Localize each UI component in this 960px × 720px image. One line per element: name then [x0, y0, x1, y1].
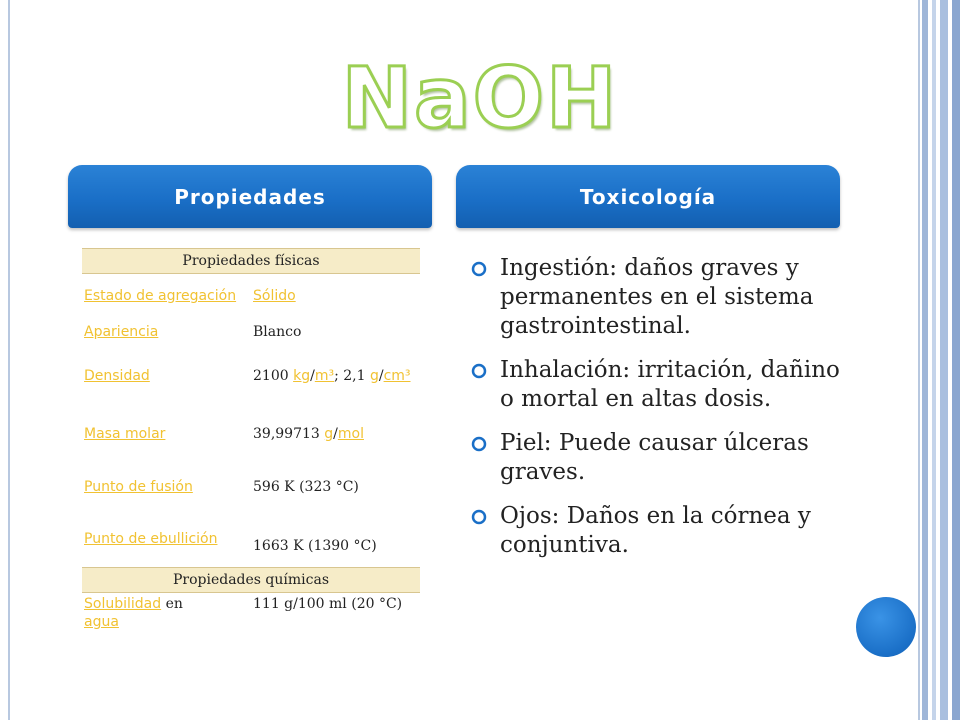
section-quimicas: Propiedades químicas	[82, 568, 420, 593]
densidad-sep2: /	[378, 367, 384, 384]
value-densidad	[251, 346, 420, 406]
value-masa-molar	[251, 406, 420, 462]
link-masa-molar[interactable]: Masa molar	[84, 425, 166, 442]
value-solubilidad: 111 g/100 ml (20 °C)	[253, 596, 403, 612]
bullet-text-ojos: Ojos: Daños en la córnea y conjuntiva.	[500, 503, 811, 558]
value-ebullicion: 1663 K (1390 °C)	[253, 537, 377, 554]
masa-prefix: 39,99713	[253, 425, 325, 442]
link-solubilidad[interactable]: Solubilidad	[84, 596, 162, 612]
solubility-en: en	[161, 596, 183, 612]
value-fusion: 596 K (323 °C)	[253, 478, 359, 495]
bullet-ring-icon	[471, 363, 487, 379]
list-item	[470, 356, 850, 414]
masa-sep: /	[333, 425, 338, 442]
table-row	[82, 406, 420, 462]
bullet-text-inhalacion: Inhalación: irritación, dañino o mortal en altas dosis.	[500, 357, 840, 412]
header-propiedades: Propiedades	[68, 165, 432, 228]
bullet-text-ingestion: Ingestión: daños graves y permanentes en el sistema gastrointestinal.	[500, 255, 814, 339]
toxicology-list	[470, 254, 850, 575]
link-densidad[interactable]: Densidad	[84, 367, 150, 384]
table-row	[82, 346, 420, 406]
decorative-circle	[856, 597, 916, 657]
link-mol[interactable]: mol	[337, 425, 364, 442]
link-fusion[interactable]: Punto de fusión	[84, 478, 193, 495]
properties-table	[82, 248, 420, 641]
densidad-sep1: /	[310, 367, 315, 384]
link-ebullicion[interactable]: Punto de ebullición	[84, 531, 218, 548]
table-row	[82, 274, 420, 318]
link-apariencia[interactable]: Apariencia	[84, 323, 159, 340]
list-item	[470, 429, 850, 487]
link-m3[interactable]: m³	[314, 367, 335, 384]
list-item	[470, 502, 850, 560]
link-solido[interactable]: Sólido	[253, 287, 296, 304]
link-g-molar[interactable]: g	[324, 425, 334, 442]
bullet-ring-icon	[471, 261, 487, 277]
section-fisicas: Propiedades físicas	[82, 249, 420, 274]
densidad-prefix: 2100	[253, 367, 294, 384]
table-row	[82, 318, 420, 346]
table-row	[82, 593, 420, 641]
link-cm3[interactable]: cm³	[383, 367, 411, 384]
link-kg[interactable]: kg	[293, 367, 311, 384]
link-g[interactable]: g	[369, 367, 379, 384]
link-estado[interactable]: Estado de agregación	[84, 287, 237, 304]
link-agua[interactable]: agua	[84, 614, 119, 630]
bullet-text-piel: Piel: Puede causar úlceras graves.	[500, 430, 809, 485]
table-row	[82, 512, 420, 568]
table-row	[82, 462, 420, 512]
list-item	[470, 254, 850, 341]
bullet-ring-icon	[471, 436, 487, 452]
value-apariencia: Blanco	[253, 323, 302, 340]
slide-title: NaOH	[341, 49, 619, 147]
bullet-ring-icon	[471, 509, 487, 525]
header-toxicologia: Toxicología	[456, 165, 840, 228]
densidad-mid: ; 2,1	[334, 367, 370, 384]
